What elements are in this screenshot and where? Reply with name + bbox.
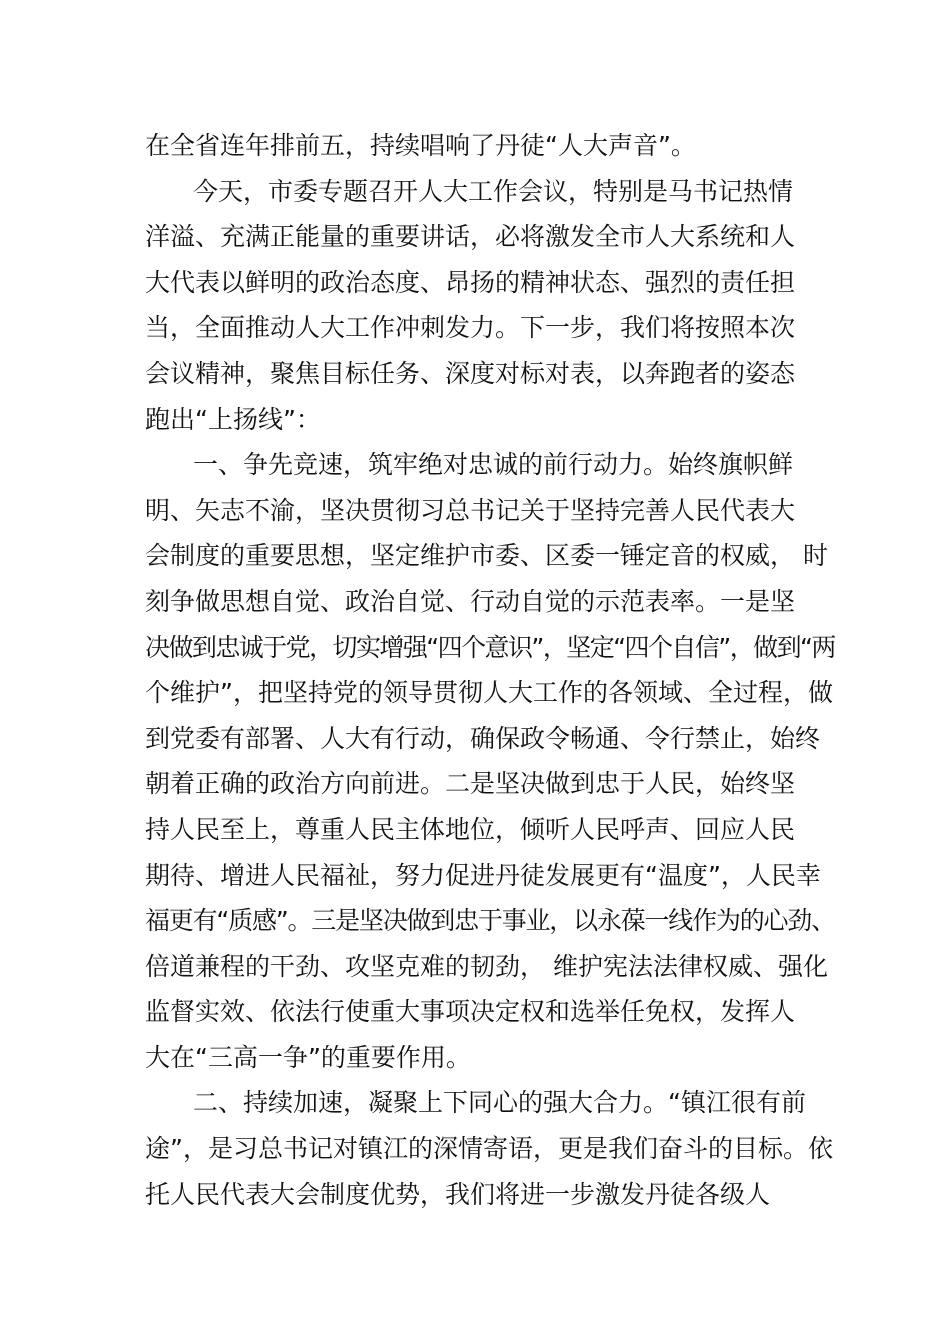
text-line: 在全省连年排前五，持续唱响了丹徒“人大声音”。 bbox=[145, 131, 696, 160]
text-line: 途”，是习总书记对镇江的深情寄语，更是我们奋斗的目标。依 bbox=[145, 1134, 833, 1164]
text-line: 持人民至上，尊重人民主体地位，倾听人民呼声、回应人民 bbox=[145, 814, 796, 844]
text-line: 大代表以鲜明的政治态度、昂扬的精神状态、强烈的责任担 bbox=[145, 267, 796, 297]
text-line: 明、矢志不渝，坚决贯彻习总书记关于坚持完善人民代表大 bbox=[145, 495, 796, 525]
text-line: 决做到忠诚于党，切实增强“四个意识”，坚定“四个自信”，做到“两 bbox=[145, 632, 835, 662]
text-line: 大在“三高一争”的重要作用。 bbox=[145, 1042, 471, 1072]
text-line: 跑出“上扬线”： bbox=[145, 404, 321, 434]
text-line: 二、持续加速，凝聚上下同心的强大合力。“镇江很有前 bbox=[193, 1088, 806, 1118]
text-line: 会制度的重要思想，坚定维护市委、区委一锤定音的权威， 时 bbox=[145, 541, 828, 571]
text-line: 托人民代表大会制度优势，我们将进一步激发丹徒各级人 bbox=[145, 1179, 771, 1209]
text-line: 监督实效、依法行使重大事项决定权和选举任免权，发挥人 bbox=[145, 997, 796, 1027]
document-body bbox=[145, 123, 835, 1217]
text-line: 倍道兼程的干劲、攻坚克难的韧劲， 维护宪法法律权威、强化 bbox=[145, 951, 828, 981]
text-line: 今天，市委专题召开人大工作会议，特别是马书记热情 bbox=[193, 176, 794, 206]
text-line: 会议精神，聚焦目标任务、深度对标对表，以奔跑者的姿态 bbox=[145, 358, 796, 388]
text-line: 到党委有部署、人大有行动，确保政令畅通、令行禁止，始终 bbox=[145, 723, 821, 753]
text-line: 个维护”，把坚持党的领导贯彻人大工作的各领域、全过程，做 bbox=[145, 678, 833, 708]
text-line: 福更有“质感”。三是坚决做到忠于事业，以永葆一线作为的心劲、 bbox=[145, 906, 835, 936]
text-line: 朝着正确的政治方向前进。二是坚决做到忠于人民，始终坚 bbox=[145, 769, 796, 799]
text-line: 一、争先竞速，筑牢绝对忠诚的前行动力。始终旗帜鲜 bbox=[193, 450, 794, 480]
text-line: 当，全面推动人大工作冲刺发力。下一步，我们将按照本次 bbox=[145, 313, 796, 343]
text-line: 洋溢、充满正能量的重要讲话，必将激发全市人大系统和人 bbox=[145, 222, 796, 252]
text-line: 期待、增进人民福祉，努力促进丹徒发展更有“温度”，人民幸 bbox=[145, 860, 821, 890]
text-line: 刻争做思想自觉、政治自觉、行动自觉的示范表率。一是坚 bbox=[145, 586, 796, 616]
